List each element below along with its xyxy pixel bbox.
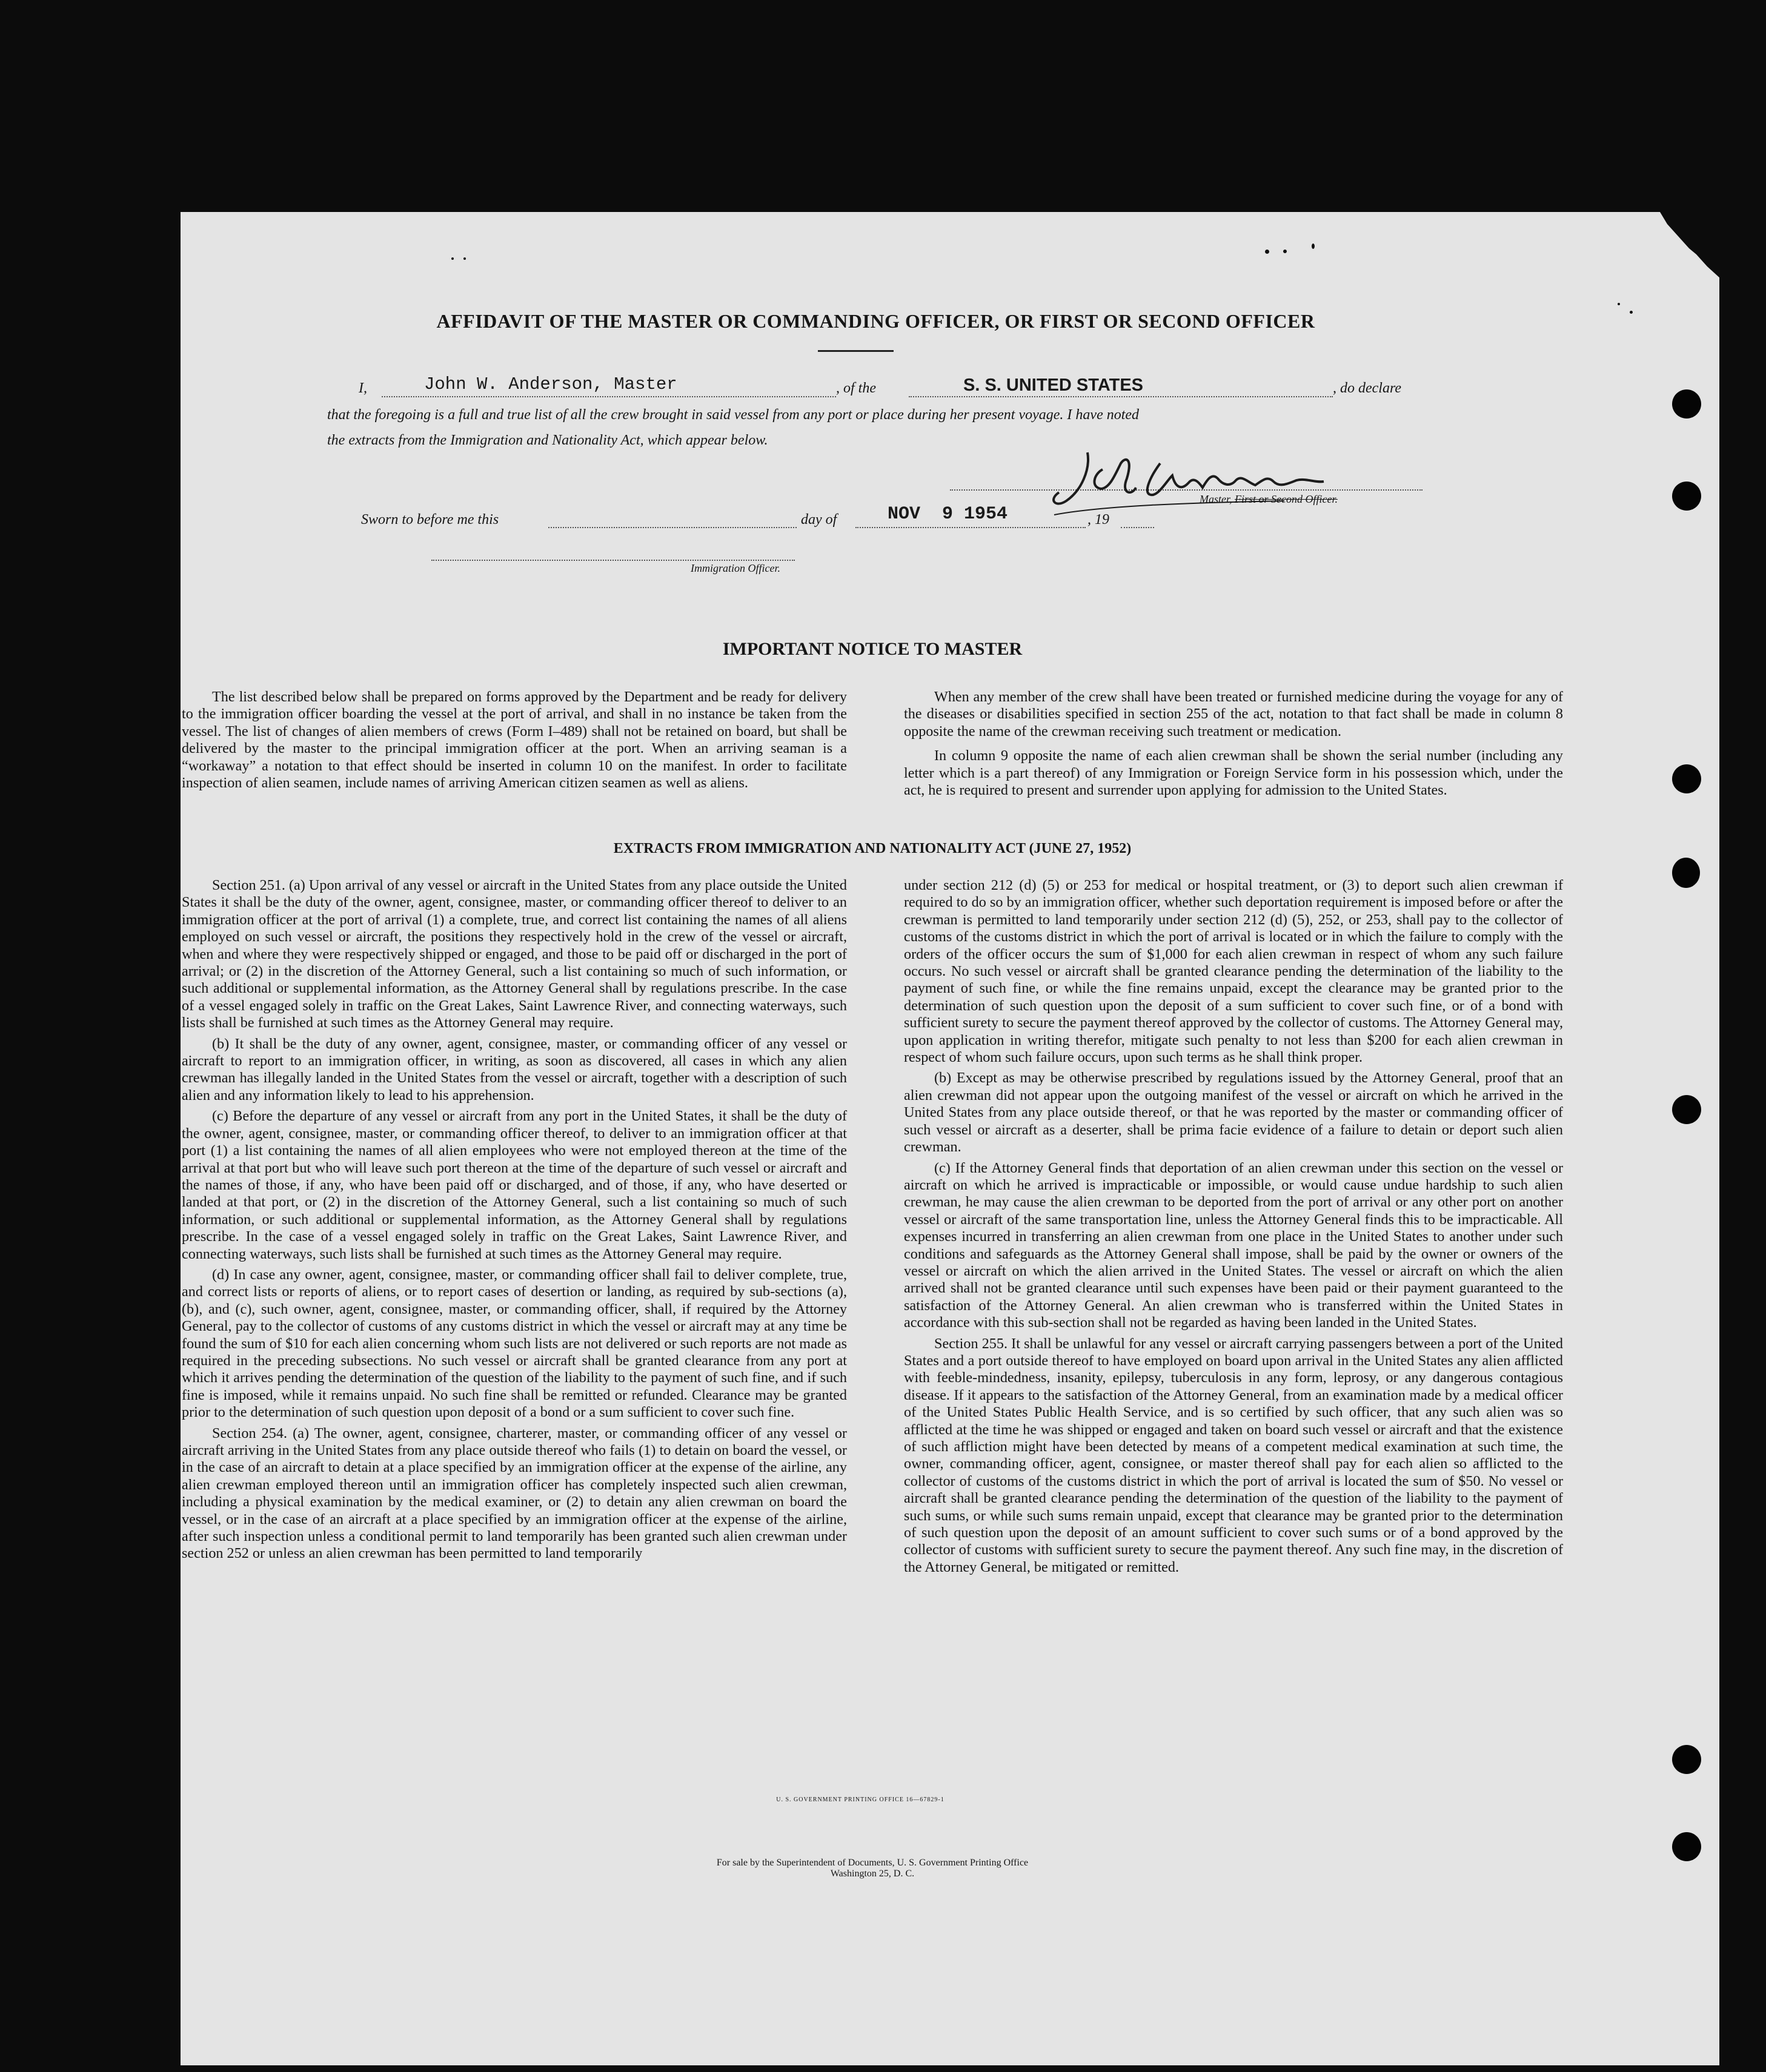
extracts-title: EXTRACTS FROM IMMIGRATION AND NATIONALITY ACT (JUNE 27, 1952)	[613, 841, 1132, 856]
day-of-label: day of	[801, 512, 837, 528]
notice-right-paragraph-1: When any member of the crew shall have been treated or furnished medicine during the voyage for any of the diseases or disabilities specified in section 255 of the act, notation to that fact shall be made in column 8 opposite the name of the crewman receiving such treatment or medication.	[904, 689, 1563, 740]
notice-right-column	[904, 689, 1563, 799]
printing-office-line: U. S. GOVERNMENT PRINTING OFFICE 16—67829-1	[776, 1796, 944, 1803]
handwritten-signature	[1030, 445, 1369, 524]
torn-corner	[1660, 212, 1721, 279]
title-rule	[818, 350, 894, 352]
officer-caption: Immigration Officer.	[691, 562, 780, 574]
declaration-line-2: the extracts from the Immigration and Nationality Act, which appear below.	[327, 432, 768, 448]
section-255: Section 255. It shall be unlawful for any vessel or aircraft carrying passengers between a port of the United States and a port outside thereof to have employed on board upon arrival in the United States any alien afflicted with feeble-mindedness, insanity, epilepsy, tuberculosis in any form, leprosy, or any dangerous contagious disease. If it appears to the satisfaction of the Attorney General, from an examination made by a medical officer of the United States Public Health Service, and is so certified by such officer, that any such alien was so afflicted at the time he was shipped or engaged and taken on board such vessel or aircraft and that the existence of such affliction might have been detected by means of a competent medical examination at such time, the owner, commanding officer, agent, consignee, or master thereof shall pay for each alien so afflicted to the collector of customs of the customs district in which the port of arrival is located the sum of $50. No vessel or aircraft shall be granted clearance pending the determination of the question of the liability to the payment of such sums, or while such sums remain unpaid, except that clearance may be granted prior to the determination of such question upon the deposit of an amount sufficient to cover such sums or of a bond approved by the collector of customs with sufficient surety to secure the payment thereof. Any such fine may, in the discretion of the Attorney General, be mitigated or remitted.	[904, 1335, 1563, 1575]
vessel-name: S. S. UNITED STATES	[963, 376, 1144, 395]
section-251-c: (c) Before the departure of any vessel or aircraft from any port in the United States, it shall be the duty of the owner, agent, consignee, master, or commanding officer thereof, to deliver to an immigration officer at that port (1) a list containing the names of all alien employees who were not employed thereon at the time of the arrival at that port but who will leave such port thereon at the time of the departure of such vessel or aircraft and the names of those, if any, who have been paid off or discharged, and of those, if any, who have deserted or landed at that port, or (2) in the discretion of the Attorney General, such a list containing so much of such information, or such additional or supplemental information, as the Attorney General shall by regulations prescribe. In the case of a vessel engaged solely in traffic on the Great Lakes, Saint Lawrence River, and connecting waterways, such lists shall be furnished at such times as the Attorney General may require.	[182, 1108, 847, 1262]
section-254-a: Section 254. (a) The owner, agent, consignee, charterer, master, or commanding officer of any vessel or aircraft arriving in the United States from any place outside thereof who fails (1) to detain on board the vessel, or in the case of an aircraft to detain at a place specified by an immigration officer at the expense of the airline, any alien crewman employed thereon until an immigration officer has completely inspected such alien crewman, including a physical examination by the medical examiner, or (2) to detain any alien crewman on board the vessel, or in the case of an aircraft at a place specified by an immigration officer at the expense of the airline, after such inspection unless a conditional permit to land temporarily has been granted such alien crewman under section 252 or unless an alien crewman has been permitted to land temporarily	[182, 1425, 847, 1562]
year-line	[1121, 527, 1154, 528]
for-sale-notice	[0, 1858, 1745, 1879]
binder-hole	[1672, 858, 1700, 888]
binder-hole	[1672, 764, 1701, 793]
master-name: John W. Anderson, Master	[424, 374, 677, 394]
section-254-c: (c) If the Attorney General finds that deportation of an alien crewman under this section on the vessel or aircraft on which he arrived is impracticable or impossible, or would cause undue hardship to such alien crewman, he may cause the alien crewman to be deported from the port of arrival or any other port on another vessel or aircraft of the same transportation line, unless the Attorney General finds this to be impracticable. All expenses incurred in transferring an alien crewman from one place in the United States to another under such conditions and safeguards as the Attorney General shall impose, shall be paid by the owner or owners of the vessel or aircraft on which the alien arrived in the United States. The vessel or aircraft on which the alien arrived shall not be granted clearance until such expenses have been paid or their payment guaranteed to the satisfaction of the Attorney General. An alien crewman who is transferred within the United States in accordance with this sub-section shall not be regarded as having been landed in the United States.	[904, 1159, 1563, 1331]
binder-hole	[1672, 482, 1701, 511]
extracts-right-column	[904, 877, 1563, 1576]
binder-hole	[1672, 1832, 1701, 1861]
binder-hole	[1672, 1745, 1701, 1774]
speck	[1312, 243, 1315, 249]
section-251-b: (b) It shall be the duty of any owner, agent, consignee, master, or commanding officer of any vessel or aircraft to report to an immigration officer, in writing, as soon as discovered, all cases in which any alien crewman has illegally landed in the United States from the vessel or aircraft, together with a description of such alien and any information likely to lead to his apprehension.	[182, 1035, 847, 1104]
speck	[1618, 303, 1620, 305]
notice-left-column	[182, 689, 847, 792]
notice-right-paragraph-2: In column 9 opposite the name of each alien crewman shall be shown the serial number (including any letter which is a part thereof) of any Immigration or Foreign Service form in his possession which, under the act, he is required to present and surrender upon applying for admission to the United States.	[904, 747, 1563, 799]
for-sale-line-1: For sale by the Superintendent of Documents, U. S. Government Printing Office	[716, 1858, 1029, 1868]
date-stamp: NOV 9 1954	[888, 504, 1008, 525]
officer-signature-line	[431, 560, 795, 561]
name-line	[382, 396, 836, 397]
section-251-a: Section 251. (a) Upon arrival of any vessel or aircraft in the United States from any place outside the United States it shall be the duty of the owner, agent, consignee, master, or commanding officer thereof to deliver to an immigration officer at the port of arrival (1) a complete, true, and correct list containing the names of all aliens employed on such vessel or aircraft, the positions they respectively hold in the crew of the vessel or aircraft, when and where they were respectively shipped or engaged, and those to be paid off or discharged in the port of arrival; or (2) in the discretion of the Attorney General, such a list containing so much of such information, or such additional or supplemental information, as the Attorney General shall by regulations prescribe. In the case of a vessel engaged solely in traffic on the Great Lakes, Saint Lawrence River, and connecting waterways, such lists shall be furnished at such times as the Attorney General may require.	[182, 877, 847, 1031]
declaration-line-1: that the foregoing is a full and true list of all the crew brought in said vessel from any port or place during her present voyage. I have noted	[327, 407, 1140, 423]
sworn-label: Sworn to before me this	[361, 512, 499, 528]
i-label: I,	[359, 380, 367, 396]
signature-caption: Master, First or Second Officer.	[1200, 493, 1338, 505]
speck	[1283, 250, 1287, 253]
speck	[1630, 311, 1633, 314]
extracts-left-column	[182, 877, 847, 1563]
binder-hole	[1672, 1095, 1701, 1124]
speck	[451, 257, 454, 260]
month-line	[855, 527, 1086, 528]
do-declare-label: , do declare	[1333, 380, 1402, 396]
speck	[463, 257, 466, 260]
affidavit-title: AFFIDAVIT OF THE MASTER OR COMMANDING OFFICER, OR FIRST OR SECOND OFFICER	[436, 310, 1315, 332]
vessel-line	[909, 396, 1333, 397]
section-254-b: (b) Except as may be otherwise prescribed by regulations issued by the Attorney General, proof that an alien crewman did not appear upon the outgoing manifest of the vessel or aircraft on which he arrived in the United States from any place outside thereof, or that he was reported by the master or commanding officer of such vessel or aircraft as a deserter, shall be prima facie evidence of a failure to detain or deport such alien crewman.	[904, 1070, 1563, 1156]
for-sale-line-2: Washington 25, D. C.	[830, 1868, 915, 1879]
speck	[1265, 250, 1269, 254]
notice-left-paragraph: The list described below shall be prepared on forms approved by the Department and be ready for delivery to the immigration officer boarding the vessel at the port of arrival, and shall in no instance be taken from the vessel. The list of changes of alien members of crews (Form I–489) shall not be retained on board, but shall be delivered by the master to the principal immigration officer at the port. When an arriving seaman is a “workaway” a notation to that effect should be inserted in column 10 on the manifest. In order to facilitate inspection of alien seamen, include names of arriving American citizen seamen as well as aliens.	[182, 689, 847, 792]
year-label: , 19	[1087, 512, 1109, 528]
of-the-label: , of the	[836, 380, 876, 396]
notice-title: IMPORTANT NOTICE TO MASTER	[722, 639, 1023, 659]
sworn-day-line	[548, 527, 797, 528]
section-251-d: (d) In case any owner, agent, consignee, master, or commanding officer shall fail to deliver complete, true, and correct lists or reports of aliens, or to report cases of desertion or landing, as required by sub-sections (a), (b), and (c), such owner, agent, consignee, master, or commanding officer, shall, if required by the Attorney General, pay to the collector of customs of any customs district in which the vessel or aircraft may at any time be found the sum of $10 for each alien concerning whom such lists are not delivered or such reports are not made as required in the preceding subsections. No such vessel or aircraft shall be granted clearance from any port at which it arrives pending the determination of the question of the liability to the payment of such fine, and if such fine is imposed, while it remains unpaid. No such fine shall be remitted or refunded. Clearance may be granted prior to the determination of such question upon deposit of a bond or a sum sufficient to cover such fine.	[182, 1266, 847, 1421]
section-254-a-continued: under section 212 (d) (5) or 253 for medical or hospital treatment, or (3) to deport such alien crewman if required to do so by an immigration officer, whether such deportation requirement is imposed before or after the crewman is permitted to land temporarily under section 212 (d) (5), 252, or 253, shall pay to the collector of customs of the customs district in which the port of arrival is located or in which the failure to comply with the orders of the officer occurs the sum of $1,000 for each alien crewman in respect of whom any such failure occurs. No such vessel or aircraft shall be granted clearance pending the determination of the liability to the payment of such fine, or while the fine remains unpaid, except the clearance may be granted prior to the determination of such question upon the deposit of a sum sufficient to cover such fine, or of a bond with sufficient surety to secure the payment thereof approved by the collector of customs. The Attorney General may, upon application in writing therefor, mitigate such penalty to not less than $200 for each alien crewman in respect of whom such failure occurs, upon such terms as he shall think proper.	[904, 877, 1563, 1066]
binder-hole	[1672, 389, 1701, 419]
